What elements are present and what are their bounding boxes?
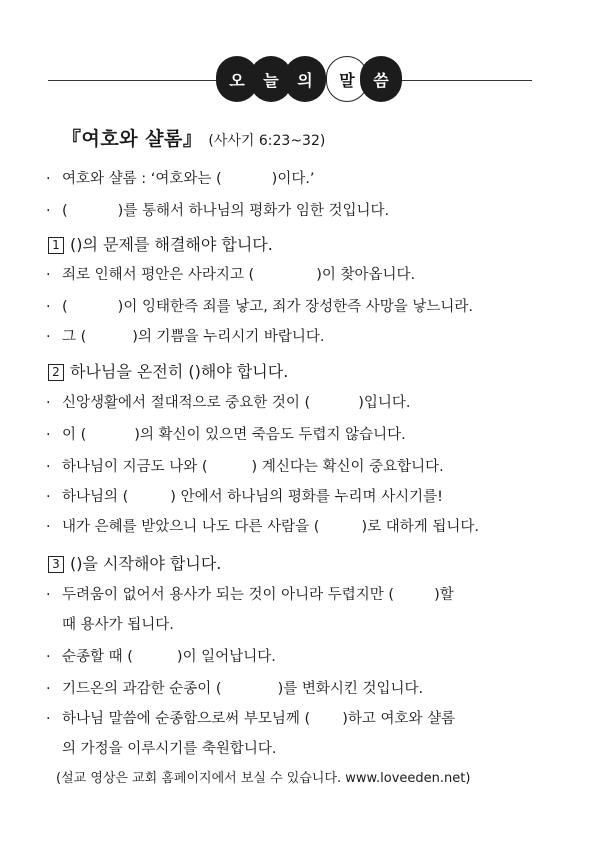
section-2-line-3 [46,455,444,476]
line-text-after: )의 확신이 있으면 죽음도 두렵지 않습니다. [134,427,406,443]
line-text-continued: 의 가정을 이루시기를 축원합니다. [62,741,277,757]
line-text-before: 여호와 샬롬 : ‘여호와는 ( [62,171,222,187]
section-2-heading [48,359,288,382]
bullet: · [46,329,51,345]
section-3-line-4 [46,677,423,698]
line-text-before: 하나님 말씀에 순종함으로써 부모님께 ( [62,711,311,727]
heading-text-before: 하나님을 온전히 ( [70,362,195,381]
intro-line-2 [46,199,389,220]
bullet: · [46,459,51,475]
line-text-after: )를 변화시킨 것입니다. [277,681,424,697]
line-text-before: 그 ( [62,329,87,345]
heading-text-before: ( [70,554,77,573]
heading-text-after: )해야 합니다. [194,362,289,381]
line-text-after: )입니다. [358,395,411,411]
line-text-after: ) 안에서 하나님의 평화를 누리며 사시기를! [170,489,443,505]
section-2-line-5 [46,515,479,536]
section-number-box: 1 [48,237,64,254]
header-char-1: 오 [216,56,258,102]
heading-text-after: )을 시작해야 합니다. [76,554,222,573]
section-3-line-5 [46,707,455,728]
bullet: · [46,519,51,535]
section-3-line-2 [62,613,174,634]
line-text-before: 신앙생활에서 절대적으로 중요한 것이 ( [62,395,311,411]
line-text-before: 내가 은혜를 받았으니 나도 다른 사람을 ( [62,519,320,535]
section-2-line-4 [46,485,443,506]
bullet: · [46,203,51,219]
header-char-5: 씀 [360,56,402,102]
line-text-before: 하나님의 ( [62,489,129,505]
section-number-box: 2 [48,364,64,381]
section-1-line-3 [46,325,324,346]
line-text-after: )로 대하게 됩니다. [361,519,479,535]
bullet: · [46,299,51,315]
section-2-line-1 [46,391,411,412]
bullet: · [46,681,51,697]
heading-text-after: )의 문제를 해결해야 합니다. [76,235,273,254]
section-1-line-1 [46,263,415,284]
bullet: · [46,395,51,411]
bullet: · [46,489,51,505]
line-text-before: ( [62,299,68,315]
scripture-reference: (사사기 6:23~32) [208,133,326,149]
heading-text-before: ( [70,235,77,254]
bullet: · [46,587,51,603]
section-2-line-2 [46,423,406,444]
bullet: · [46,267,51,283]
section-1-line-2 [46,295,473,316]
line-text-before: 이 ( [62,427,87,443]
bullet: · [46,171,51,187]
line-text-after: ) 계신다는 확신이 중요합니다. [251,459,444,475]
line-text-after: )의 기쁨을 누리시기 바랍니다. [132,329,325,345]
section-1-heading [48,232,273,255]
line-text-before: 죄로 인해서 평안은 사라지고 ( [62,267,255,283]
line-text-continued: 때 용사가 됩니다. [62,617,174,633]
section-3-line-1 [46,583,454,604]
line-text-after: )이 찾아옵니다. [316,267,416,283]
line-text-before: 하나님이 지금도 나와 ( [62,459,208,475]
intro-line-1 [46,167,315,188]
line-text-after: )하고 여호와 샬롬 [342,711,456,727]
line-text-before: 순종할 때 ( [62,649,133,665]
bullet: · [46,711,51,727]
bullet: · [46,427,51,443]
bullet: · [46,649,51,665]
line-text-before: 기드온의 과감한 순종이 ( [62,681,222,697]
footer-note: (설교 영상은 교회 홈페이지에서 보실 수 있습니다. www.loveeden.net) [56,771,471,786]
section-number-box: 3 [48,556,64,573]
line-text-after: )이 잉태한즉 죄를 낳고, 죄가 장성한즉 사망을 낳느니라. [117,299,473,315]
section-3-line-6 [62,737,277,758]
header-char-4: 말 [326,56,368,102]
line-text-after: )이다.’ [271,171,315,187]
line-text-before: 두려움이 없어서 용사가 되는 것이 아니라 두렵지만 ( [62,587,395,603]
section-3-line-3 [46,645,276,666]
line-text-after: )이 일어납니다. [176,649,276,665]
section-3-heading [48,551,221,574]
header-banner [48,48,532,110]
line-text-after: )할 [434,587,454,603]
sermon-title [62,124,325,151]
header-char-2: 늘 [250,56,292,102]
line-text-after: )를 통해서 하나님의 평화가 임한 것입니다. [117,203,390,219]
header-char-3: 의 [284,56,326,102]
sermon-title-main: 『여호와 샬롬』 [62,128,203,150]
line-text-before: ( [62,203,68,219]
